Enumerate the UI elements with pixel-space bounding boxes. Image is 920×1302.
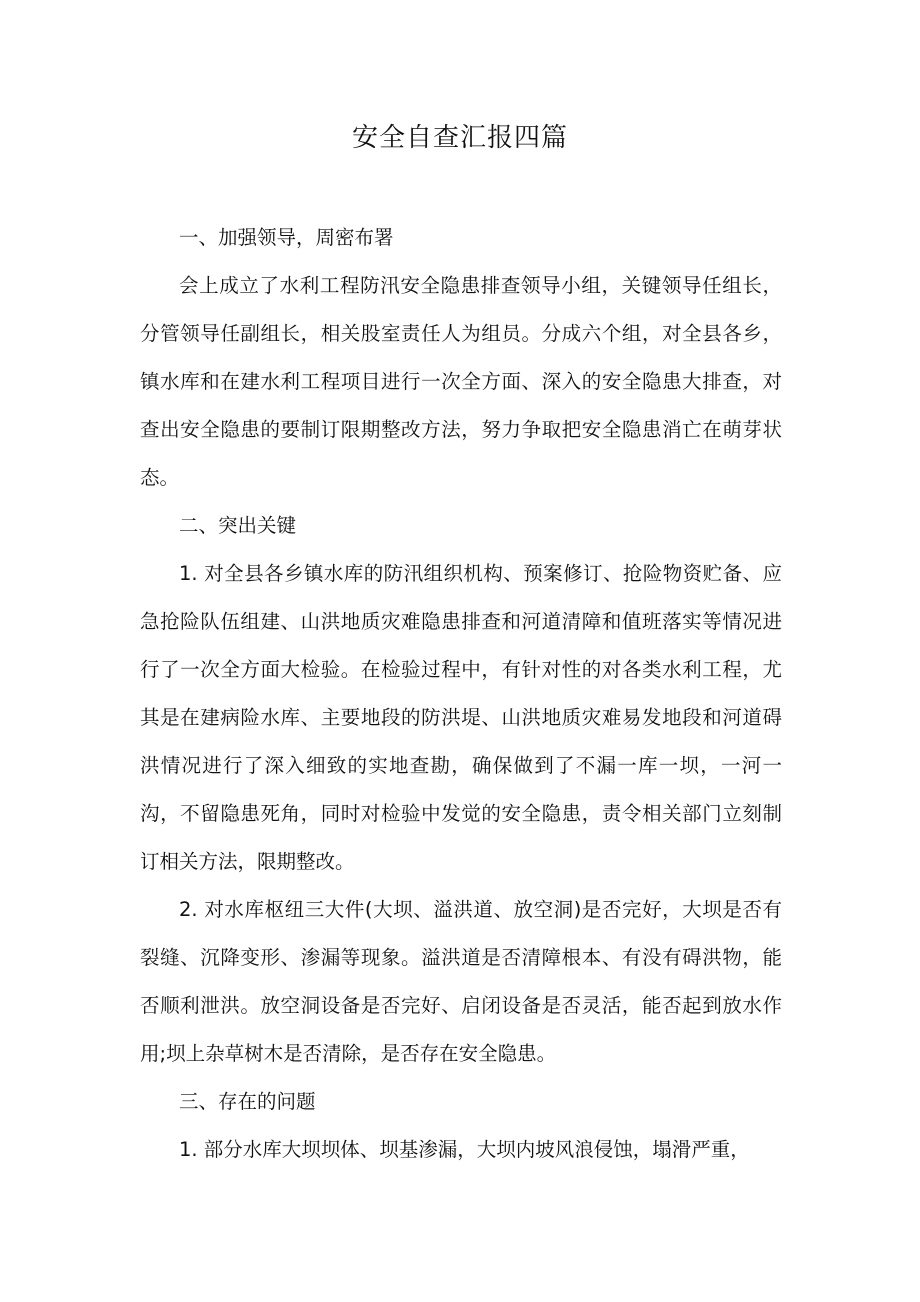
document-title: 安全自查汇报四篇 xyxy=(351,123,568,153)
document-body xyxy=(140,214,782,1174)
body-paragraph-4: 1. 部分水库大坝坝体、坝基渗漏，大坝内坡风浪侵蚀，塌滑严重， xyxy=(179,1138,750,1161)
section-heading-1: 一、加强领导，周密布署 xyxy=(179,226,394,249)
section-heading-2: 二、突出关键 xyxy=(179,514,297,537)
body-paragraph-1: 会上成立了水利工程防汛安全隐患排查领导小组，关键领导任组长，分管领导任副组长，相关股室责任人为组员。分成六个组，对全县各乡，镇水库和在建水利工程项目进行一次全方面、深入的安全隐患大排查，对查出安全隐患的要制订限期整改方法，努力争取把安全隐患消亡在萌芽状态。 xyxy=(140,274,782,489)
section-heading-3: 三、存在的问题 xyxy=(179,1090,316,1113)
body-paragraph-2: 1. 对全县各乡镇水库的防汛组织机构、预案修订、抢险物资贮备、应急抢险队伍组建、山洪地质灾难隐患排查和河道清障和值班落实等情况进行了一次全方面大检验。在检验过程中，有针对性的对各类水利工程，尤其是在建病险水库、主要地段的防洪堤、山洪地质灾难易发地段和河道碍洪情况进行了深入细致的实地查勘，确保做到了不漏一库一坝，一河一沟，不留隐患死角，同时对检验中发觉的安全隐患，责令相关部门立刻制订相关方法，限期整改。 xyxy=(140,562,782,873)
body-paragraph-3: 2. 对水库枢纽三大件(大坝、溢洪道、放空洞)是否完好，大坝是否有裂缝、沉降变形、渗漏等现象。溢洪道是否清障根本、有没有碍洪物，能否顺利泄洪。放空洞设备是否完好、启闭设备是否灵活，能否起到放水作用;坝上杂草树木是否清除，是否存在安全隐患。 xyxy=(140,898,782,1065)
